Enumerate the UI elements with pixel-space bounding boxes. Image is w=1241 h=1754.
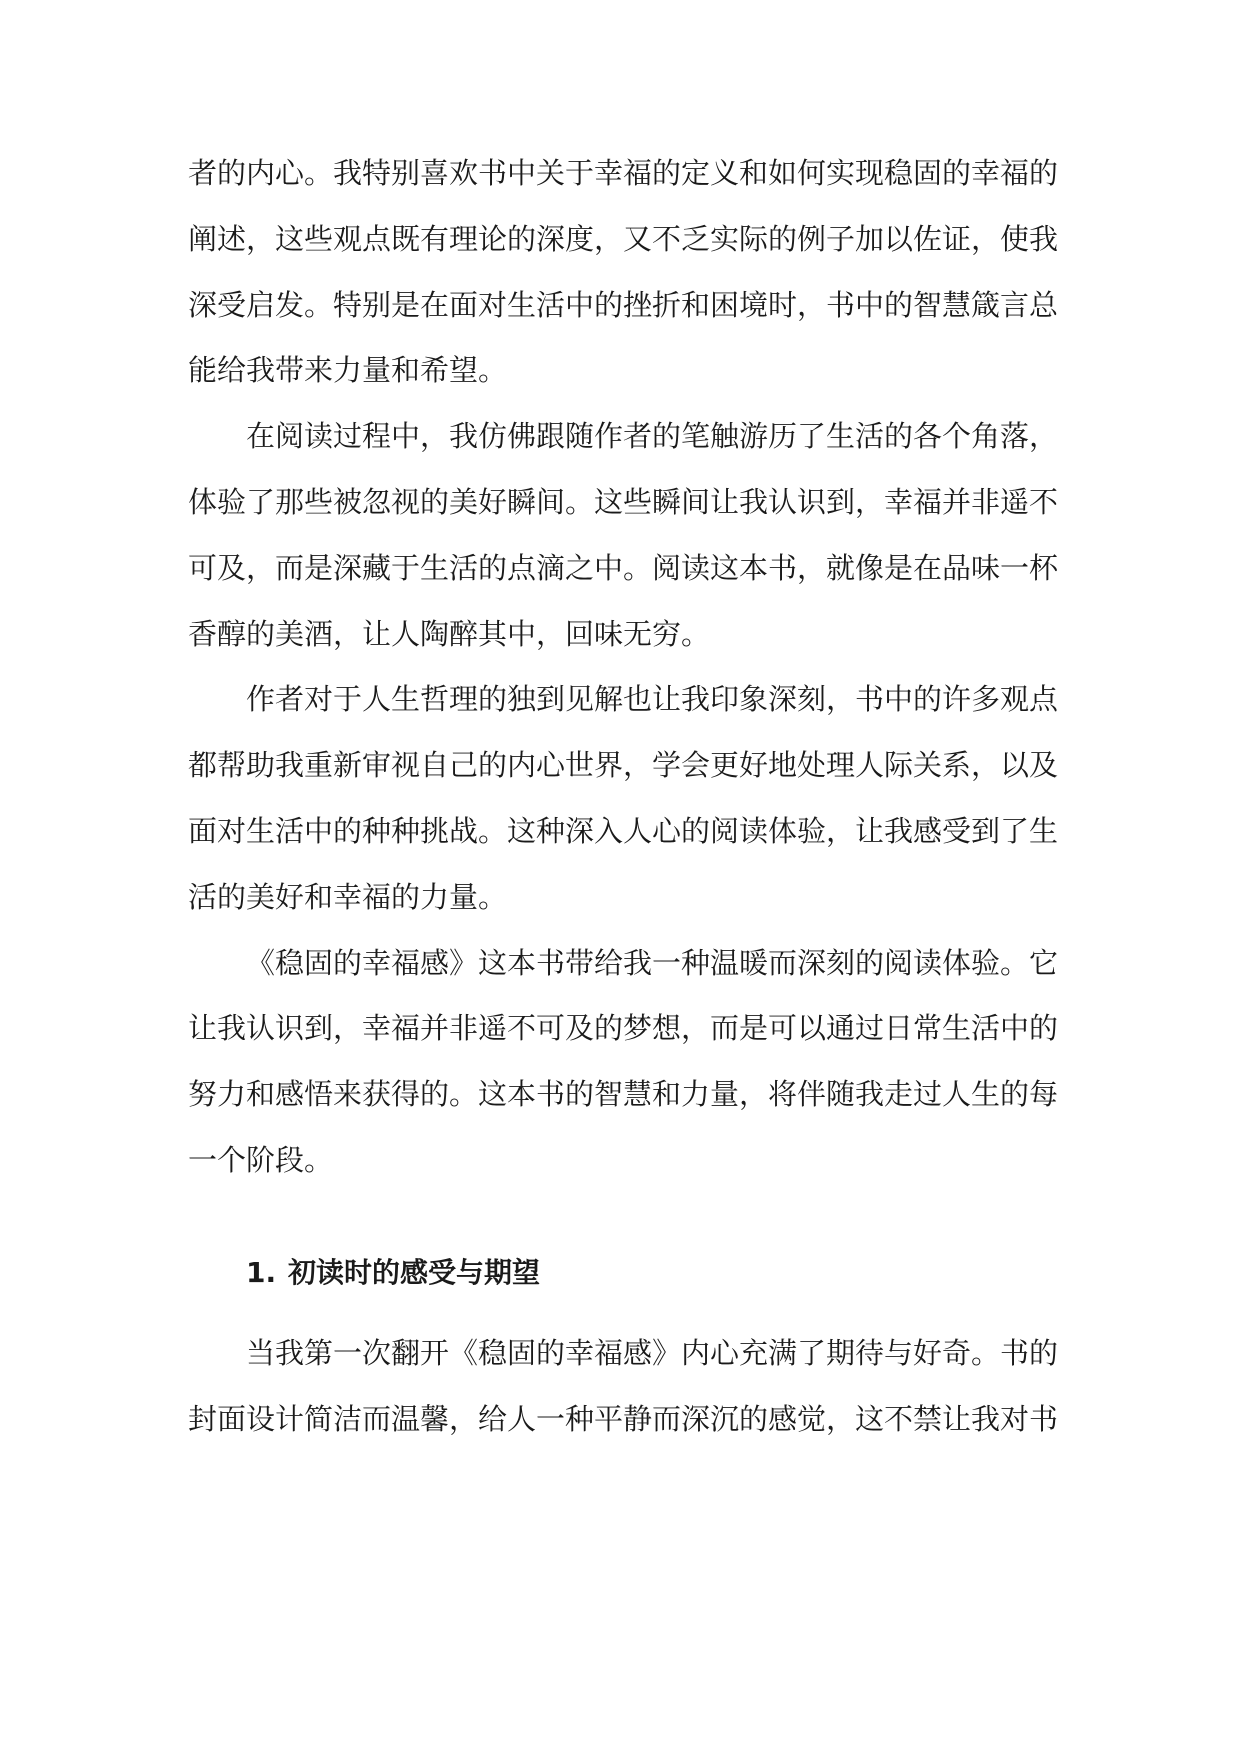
paragraph bbox=[188, 931, 1068, 1194]
document-body bbox=[188, 141, 1068, 1452]
text-line: 一个阶段。 bbox=[188, 1142, 334, 1177]
paragraph bbox=[188, 404, 1068, 667]
text-line: 香醇的美酒，让人陶醉其中，回味无穷。 bbox=[188, 616, 711, 651]
text-line: 活的美好和幸福的力量。 bbox=[188, 879, 508, 914]
text-line: 体验了那些被忽视的美好瞬间。这些瞬间让我认识到，幸福并非遥不 bbox=[188, 484, 1059, 519]
text-line: 当我第一次翻开《稳固的幸福感》内心充满了期待与好奇。书的 bbox=[246, 1335, 1059, 1370]
paragraph bbox=[188, 1321, 1068, 1453]
text-line: 深受启发。特别是在面对生活中的挫折和困境时，书中的智慧箴言总 bbox=[188, 287, 1059, 322]
text-line: 能给我带来力量和希望。 bbox=[188, 353, 508, 388]
section-title: 初读时的感受与期望 bbox=[288, 1255, 541, 1289]
text-line: 阐述，这些观点既有理论的深度，又不乏实际的例子加以佐证，使我 bbox=[188, 221, 1059, 256]
text-line: 都帮助我重新审视自己的内心世界，学会更好地处理人际关系，以及 bbox=[188, 748, 1059, 783]
text-line: 在阅读过程中，我仿佛跟随作者的笔触游历了生活的各个角落， bbox=[246, 419, 1059, 454]
text-line: 可及，而是深藏于生活的点滴之中。阅读这本书，就像是在品味一杯 bbox=[188, 550, 1059, 585]
text-line: 《稳固的幸福感》这本书带给我一种温暖而深刻的阅读体验。它 bbox=[246, 945, 1059, 980]
text-line: 努力和感悟来获得的。这本书的智慧和力量，将伴随我走过人生的每 bbox=[188, 1077, 1059, 1112]
text-line: 面对生活中的种种挑战。这种深入人心的阅读体验，让我感受到了生 bbox=[188, 813, 1059, 848]
paragraph bbox=[188, 667, 1068, 930]
text-line: 让我认识到，幸福并非遥不可及的梦想，而是可以通过日常生活中的 bbox=[188, 1011, 1059, 1046]
text-line: 作者对于人生哲理的独到见解也让我印象深刻，书中的许多观点 bbox=[246, 682, 1059, 717]
text-line: 者的内心。我特别喜欢书中关于幸福的定义和如何实现稳固的幸福的 bbox=[188, 156, 1059, 190]
text-line: 封面设计简洁而温馨，给人一种平静而深沉的感觉，这不禁让我对书 bbox=[188, 1401, 1059, 1436]
section-heading bbox=[188, 1194, 1068, 1321]
section-number: 1. bbox=[246, 1255, 277, 1289]
paragraph bbox=[188, 141, 1068, 404]
